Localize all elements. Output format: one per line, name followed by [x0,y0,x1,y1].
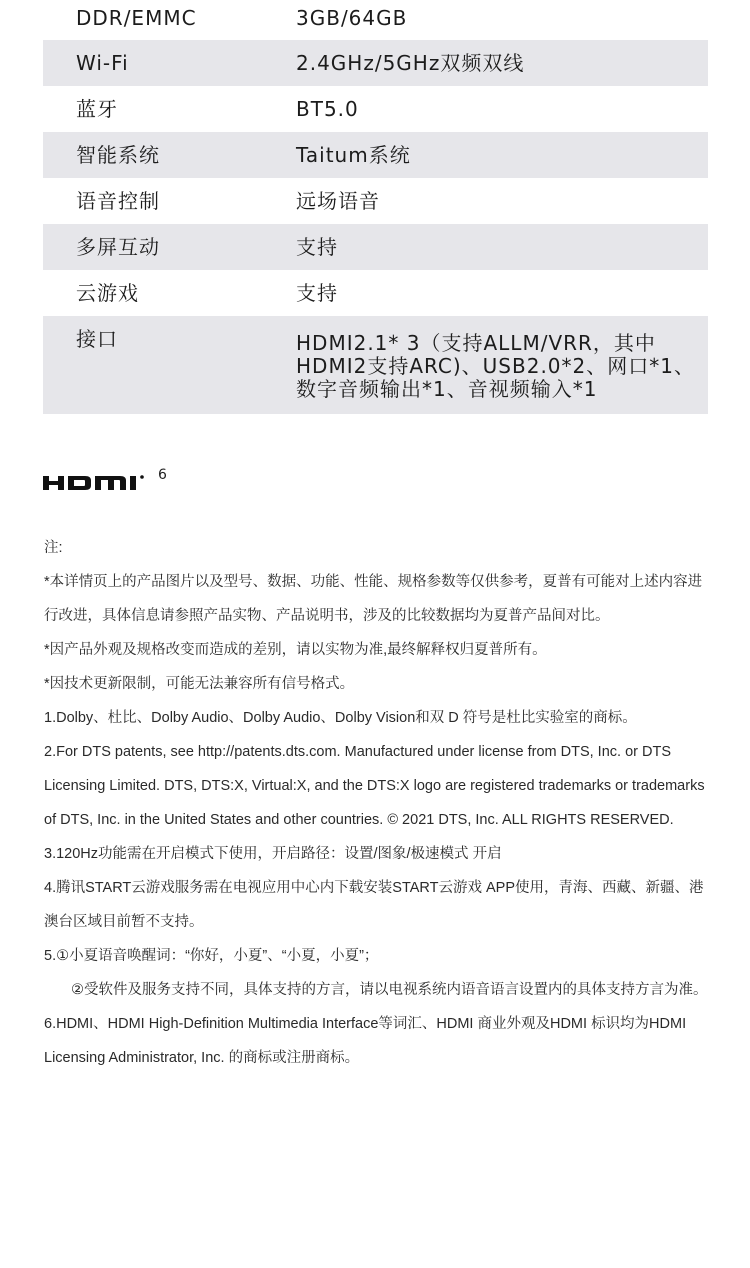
notes-section [44,531,714,1075]
note-item: 6.HDMI、HDMI High-Definition Multimedia Interface等词汇、HDMI 商业外观及HDMI 标识均为HDMI Licensing Administrator, Inc. 的商标或注册商标。 [44,1016,687,1066]
spec-value: 3GB/64GB [296,6,408,30]
spec-table [43,0,708,414]
spec-row-ports [43,316,708,414]
spec-label: 多屏互动 [76,235,160,259]
spec-row-multiscreen [43,224,708,270]
spec-row-voice [43,178,708,224]
spec-value: 支持 [296,281,338,305]
note-item: 5.①小夏语音唤醒词：“你好，小夏”、“小夏，小夏”； [44,948,379,964]
spec-label: 蓝牙 [76,97,118,121]
spec-label: 云游戏 [76,281,139,305]
note-item: ②受软件及服务支持不同，具体支持的方言，请以电视系统内语音语言设置内的具体支持方言为准。 [71,982,708,998]
spec-label: 智能系统 [76,143,160,167]
spec-label: DDR/EMMC [76,6,197,30]
note-item: 3.120Hz功能需在开启模式下使用，开启路径：设置/图象/极速模式 开启 [44,846,502,862]
spec-value: HDMI2.1* 3（支持ALLM/VRR，其中HDMI2支持ARC)、USB2.0*2、网口*1、数字音频输出*1、音视频输入*1 [296,331,695,401]
spec-row-system [43,132,708,178]
spec-value: BT5.0 [296,97,359,121]
note-item: *因产品外观及规格改变而造成的差别，请以实物为准,最终解释权归夏普所有。 [44,642,547,658]
note-item: 4.腾讯START云游戏服务需在电视应用中心内下载安装START云游戏 APP使用，青海、西藏、新疆、港澳台区域目前暂不支持。 [44,880,704,930]
spec-label: Wi-Fi [76,51,129,75]
hdmi-logo [43,467,167,496]
spec-row-bluetooth [43,86,708,132]
spec-value: Taitum系统 [296,143,411,167]
hdmi-logo-icon [43,470,155,496]
note-item: *本详情页上的产品图片以及型号、数据、功能、性能、规格参数等仅供参考，夏普有可能对上述内容进行改进，具体信息请参照产品实物、产品说明书，涉及的比较数据均为夏普产品间对比。 [44,574,703,624]
note-item: 2.For DTS patents, see http://patents.dts.com. Manufactured under license from DTS, Inc. or DTS Licensing Limited. DTS, DTS:X, Virtual:X, and the DTS:X logo are registered trademarks or trademarks of DTS, Inc. in the United States and other countries. © 2021 DTS, Inc. ALL RIGHTS RESERVED. [44,744,705,828]
spec-value: 支持 [296,235,338,259]
spec-label: 语音控制 [76,189,160,213]
spec-row-ddr [43,0,708,40]
spec-row-wifi [43,40,708,86]
spec-row-cloudgame [43,270,708,316]
spec-value: 远场语音 [296,189,380,213]
spec-value: 2.4GHz/5GHz双频双线 [296,51,525,75]
hdmi-superscript: 6 [158,467,167,483]
notes-heading: 注: [44,540,63,556]
spec-label: 接口 [76,327,118,351]
note-item: 1.Dolby、杜比、Dolby Audio、Dolby Audio、Dolby Vision和双 D 符号是杜比实验室的商标。 [44,710,637,726]
note-item: *因技术更新限制，可能无法兼容所有信号格式。 [44,676,355,692]
